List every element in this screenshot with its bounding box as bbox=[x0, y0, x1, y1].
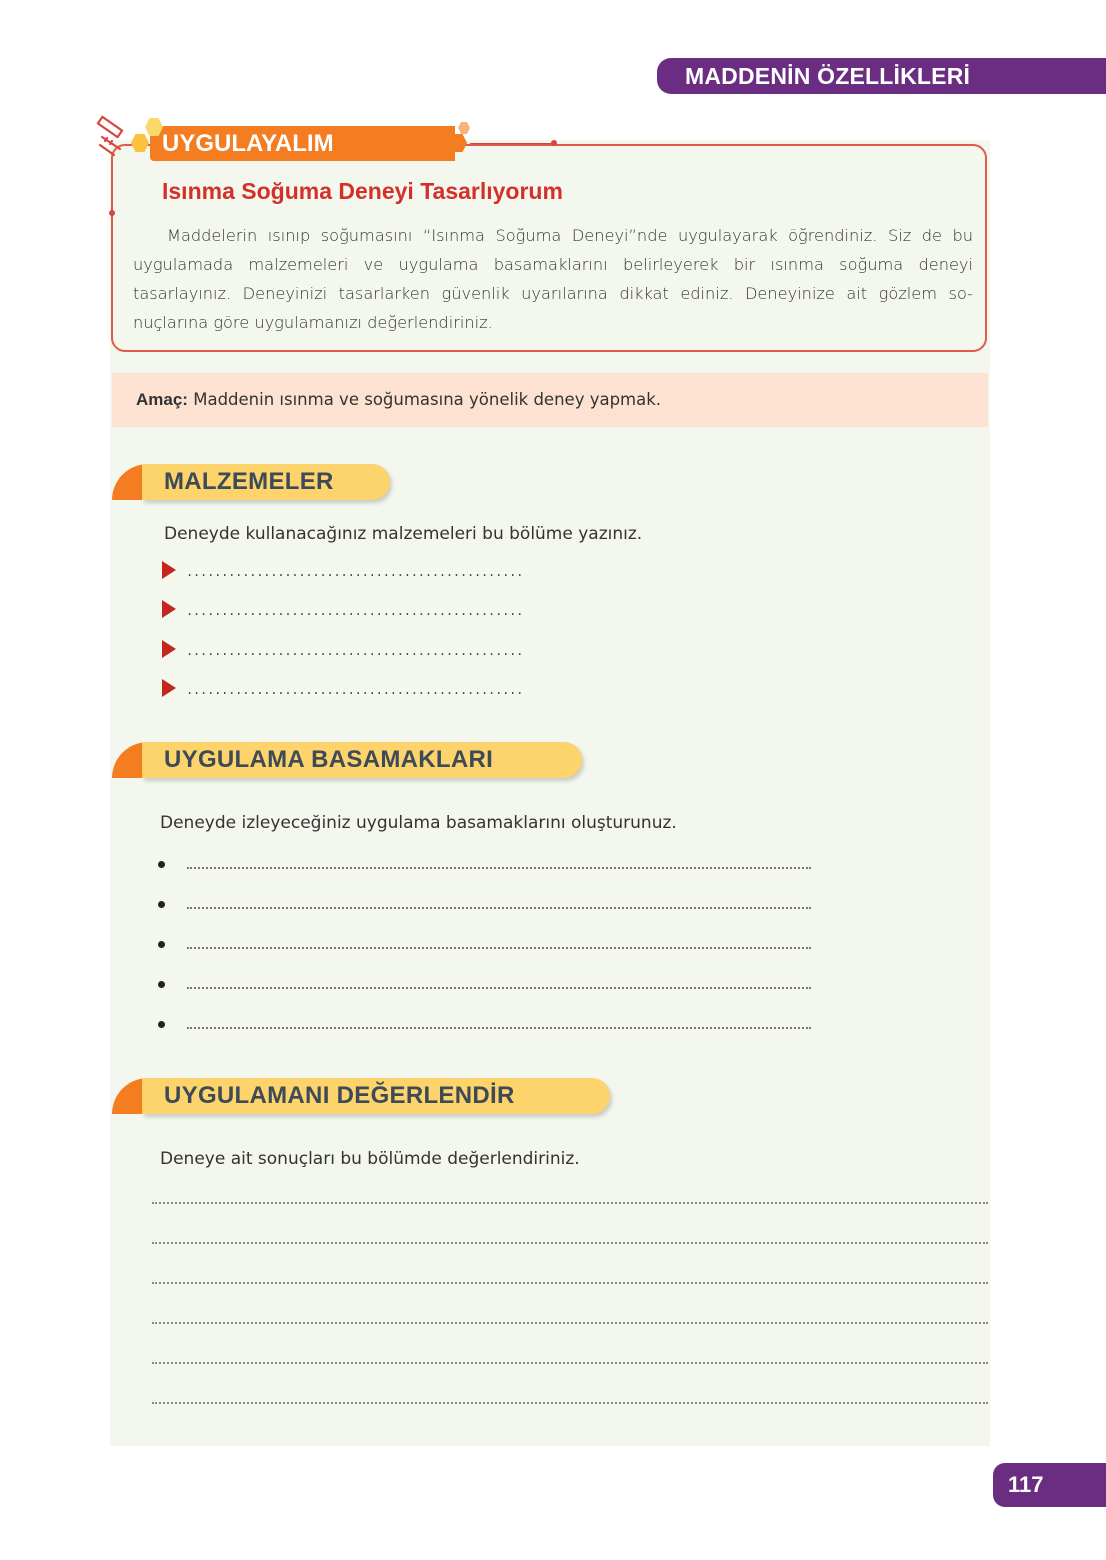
steps-heading-label: UYGULAMA BASAMAKLARI bbox=[142, 742, 582, 778]
aim-label: Amaç: bbox=[136, 390, 188, 409]
evaluation-blank[interactable] bbox=[152, 1202, 988, 1204]
hexagon-icon bbox=[458, 122, 470, 134]
arrow-right-icon bbox=[162, 561, 176, 579]
evaluation-blank[interactable] bbox=[152, 1282, 988, 1284]
bullet-icon bbox=[158, 861, 165, 868]
evaluate-instruction: Deneye ait sonuçları bu bölümde değerlendiriniz. bbox=[160, 1149, 580, 1169]
arrow-right-icon bbox=[162, 600, 176, 618]
material-blank[interactable]: ................................................ bbox=[186, 683, 524, 697]
evaluate-heading bbox=[112, 1078, 612, 1114]
decorative-line bbox=[470, 143, 554, 144]
arrow-right-icon bbox=[162, 679, 176, 697]
materials-heading-label: MALZEMELER bbox=[142, 464, 390, 500]
materials-heading bbox=[112, 464, 392, 500]
decorative-dot bbox=[551, 140, 557, 146]
evaluation-blank[interactable] bbox=[152, 1402, 988, 1404]
aim-bar bbox=[112, 373, 988, 427]
step-blank[interactable] bbox=[187, 899, 811, 909]
page-number: 117 bbox=[993, 1463, 1106, 1507]
pencil-ruler-icon bbox=[94, 115, 130, 157]
activity-title: Isınma Soğuma Deneyi Tasarlıyorum bbox=[162, 178, 563, 204]
activity-text: Maddelerin ısınıp soğumasını “Isınma Soğuma Deneyi”nde uygulayarak öğrendiniz. Siz de bu uygulamada malzemeleri ve uygulama basamaklarını belirleyerek bir ısınma soğuma deneyi tasarlayınız. Deneyinizi tasarlarken güvenlik uyarılarına dikkat ediniz. Deneyinize ait gözlem so-nuçlarına göre uygulamanızı değerlendiriniz. bbox=[133, 226, 973, 332]
aim-text: Maddenin ısınma ve soğumasına yönelik deney yapmak. bbox=[193, 390, 662, 409]
activity-banner: UYGULAYALIM bbox=[150, 126, 455, 161]
bullet-icon bbox=[158, 941, 165, 948]
evaluation-blank[interactable] bbox=[152, 1322, 988, 1324]
material-blank[interactable]: ................................................ bbox=[186, 644, 524, 658]
material-blank[interactable]: ................................................ bbox=[186, 565, 524, 579]
evaluation-blank[interactable] bbox=[152, 1362, 988, 1364]
bullet-icon bbox=[158, 981, 165, 988]
decorative-dot bbox=[109, 210, 115, 216]
bullet-icon bbox=[158, 901, 165, 908]
steps-heading bbox=[112, 742, 584, 778]
step-blank[interactable] bbox=[187, 859, 811, 869]
step-blank[interactable] bbox=[187, 1019, 811, 1029]
chapter-title: MADDENİN ÖZELLİKLERİ bbox=[657, 58, 1106, 94]
materials-instruction: Deneyde kullanacağınız malzemeleri bu bölüme yazınız. bbox=[164, 524, 643, 544]
step-blank[interactable] bbox=[187, 939, 811, 949]
evaluation-blank[interactable] bbox=[152, 1242, 988, 1244]
bullet-icon bbox=[158, 1021, 165, 1028]
material-blank[interactable]: ................................................ bbox=[186, 604, 524, 618]
steps-instruction: Deneyde izleyeceğiniz uygulama basamaklarını oluşturunuz. bbox=[160, 813, 677, 833]
step-blank[interactable] bbox=[187, 979, 811, 989]
arrow-right-icon bbox=[162, 640, 176, 658]
evaluate-heading-label: UYGULAMANI DEĞERLENDİR bbox=[142, 1078, 610, 1114]
